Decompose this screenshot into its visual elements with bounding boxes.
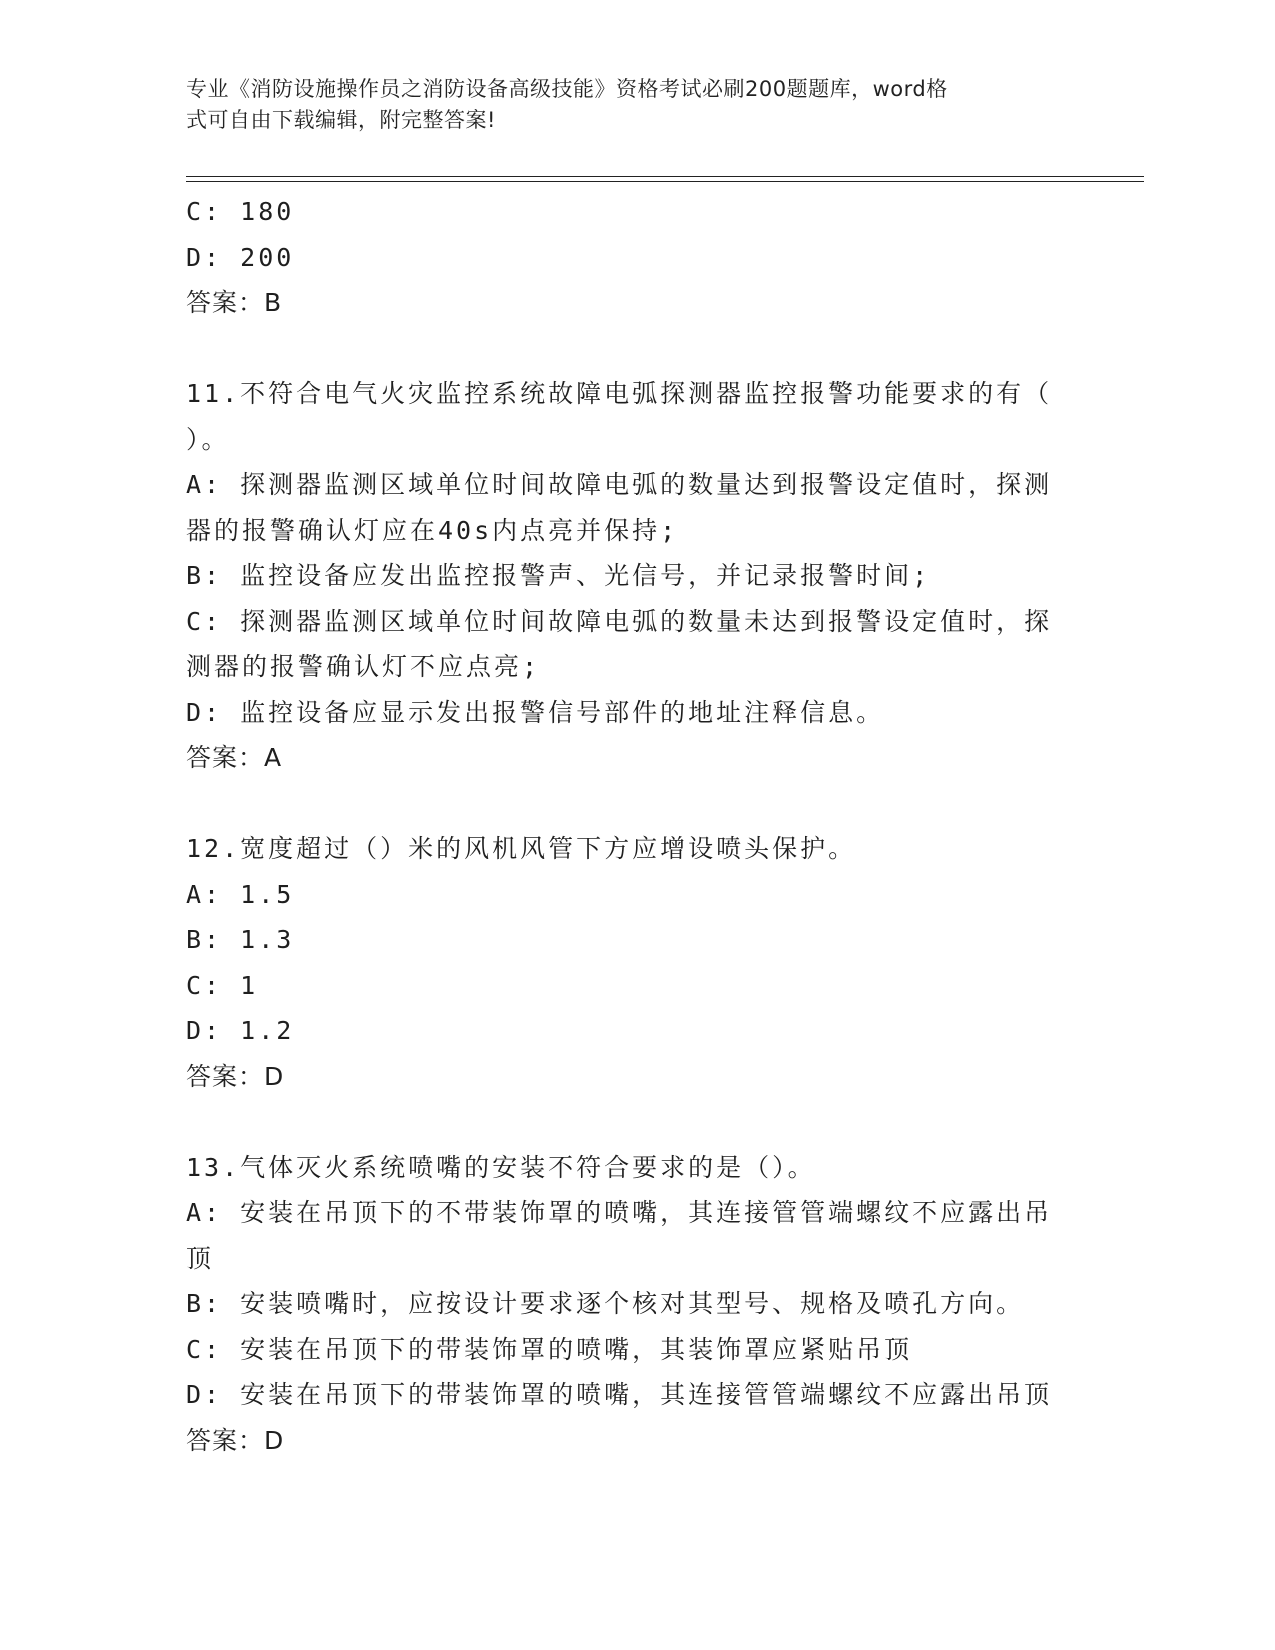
header-divider-bottom — [186, 181, 1144, 182]
question-block-13 — [186, 1145, 1086, 1464]
option-c: C: 安装在吊顶下的带装饰罩的喷嘴，其装饰罩应紧贴吊顶 — [186, 1334, 913, 1364]
option-c-continued: 测器的报警确认灯不应点亮; — [186, 652, 541, 681]
question-block-11 — [186, 371, 1086, 781]
option-c: C: 1 — [186, 970, 259, 1000]
option-b: B: 安装喷嘴时，应按设计要求逐个核对其型号、规格及喷孔方向。 — [186, 1289, 1025, 1318]
answer-line: 答案：D — [186, 1061, 285, 1091]
answer-line: 答案：A — [186, 743, 283, 772]
question-stem-continued: ）。 — [186, 424, 230, 454]
answer-line: 答案：B — [186, 288, 283, 317]
question-list — [186, 189, 1086, 1463]
option-d: D: 安装在吊顶下的带装饰罩的喷嘴，其连接管管端螺纹不应露出吊顶 — [186, 1380, 1053, 1409]
spacer — [186, 781, 1086, 827]
option-a: A: 探测器监测区域单位时间故障电弧的数量达到报警设定值时，探测 — [186, 470, 1053, 499]
option-a: A: 安装在吊顶下的不带装饰罩的喷嘴，其连接管管端螺纹不应露出吊 — [186, 1198, 1053, 1227]
question-stem: 11.不符合电气火灾监控系统故障电弧探测器监控报警功能要求的有（ — [186, 379, 1053, 408]
option-b: B: 1.3 — [186, 925, 295, 954]
option-c: C: 探测器监测区域单位时间故障电弧的数量未达到报警设定值时，探 — [186, 606, 1053, 636]
option-a: A: 1.5 — [186, 879, 295, 909]
question-block-12 — [186, 826, 1086, 1099]
question-block-10 — [186, 189, 1086, 326]
spacer — [186, 326, 1086, 372]
option-d: D: 监控设备应显示发出报警信号部件的地址注释信息。 — [186, 697, 885, 727]
option-a-continued: 顶 — [186, 1243, 215, 1273]
header-divider-top — [186, 176, 1144, 177]
header-line-1: 专业《消防设施操作员之消防设备高级技能》资格考试必刷200题题库，word格 — [186, 77, 948, 101]
option-c: C: 180 — [186, 197, 295, 226]
page-header — [186, 74, 1066, 136]
spacer — [186, 1099, 1086, 1145]
question-stem: 12.宽度超过（）米的风机风管下方应增设喷头保护。 — [186, 834, 857, 863]
option-b: B: 监控设备应发出监控报警声、光信号，并记录报警时间; — [186, 561, 931, 590]
option-d: D: 1.2 — [186, 1016, 295, 1045]
answer-line: 答案：D — [186, 1425, 285, 1455]
header-line-2: 式可自由下载编辑，附完整答案! — [186, 108, 496, 132]
question-stem: 13.气体灭火系统喷嘴的安装不符合要求的是（）。 — [186, 1152, 816, 1182]
option-a-continued: 器的报警确认灯应在40s内点亮并保持; — [186, 515, 679, 545]
option-d: D: 200 — [186, 242, 295, 272]
